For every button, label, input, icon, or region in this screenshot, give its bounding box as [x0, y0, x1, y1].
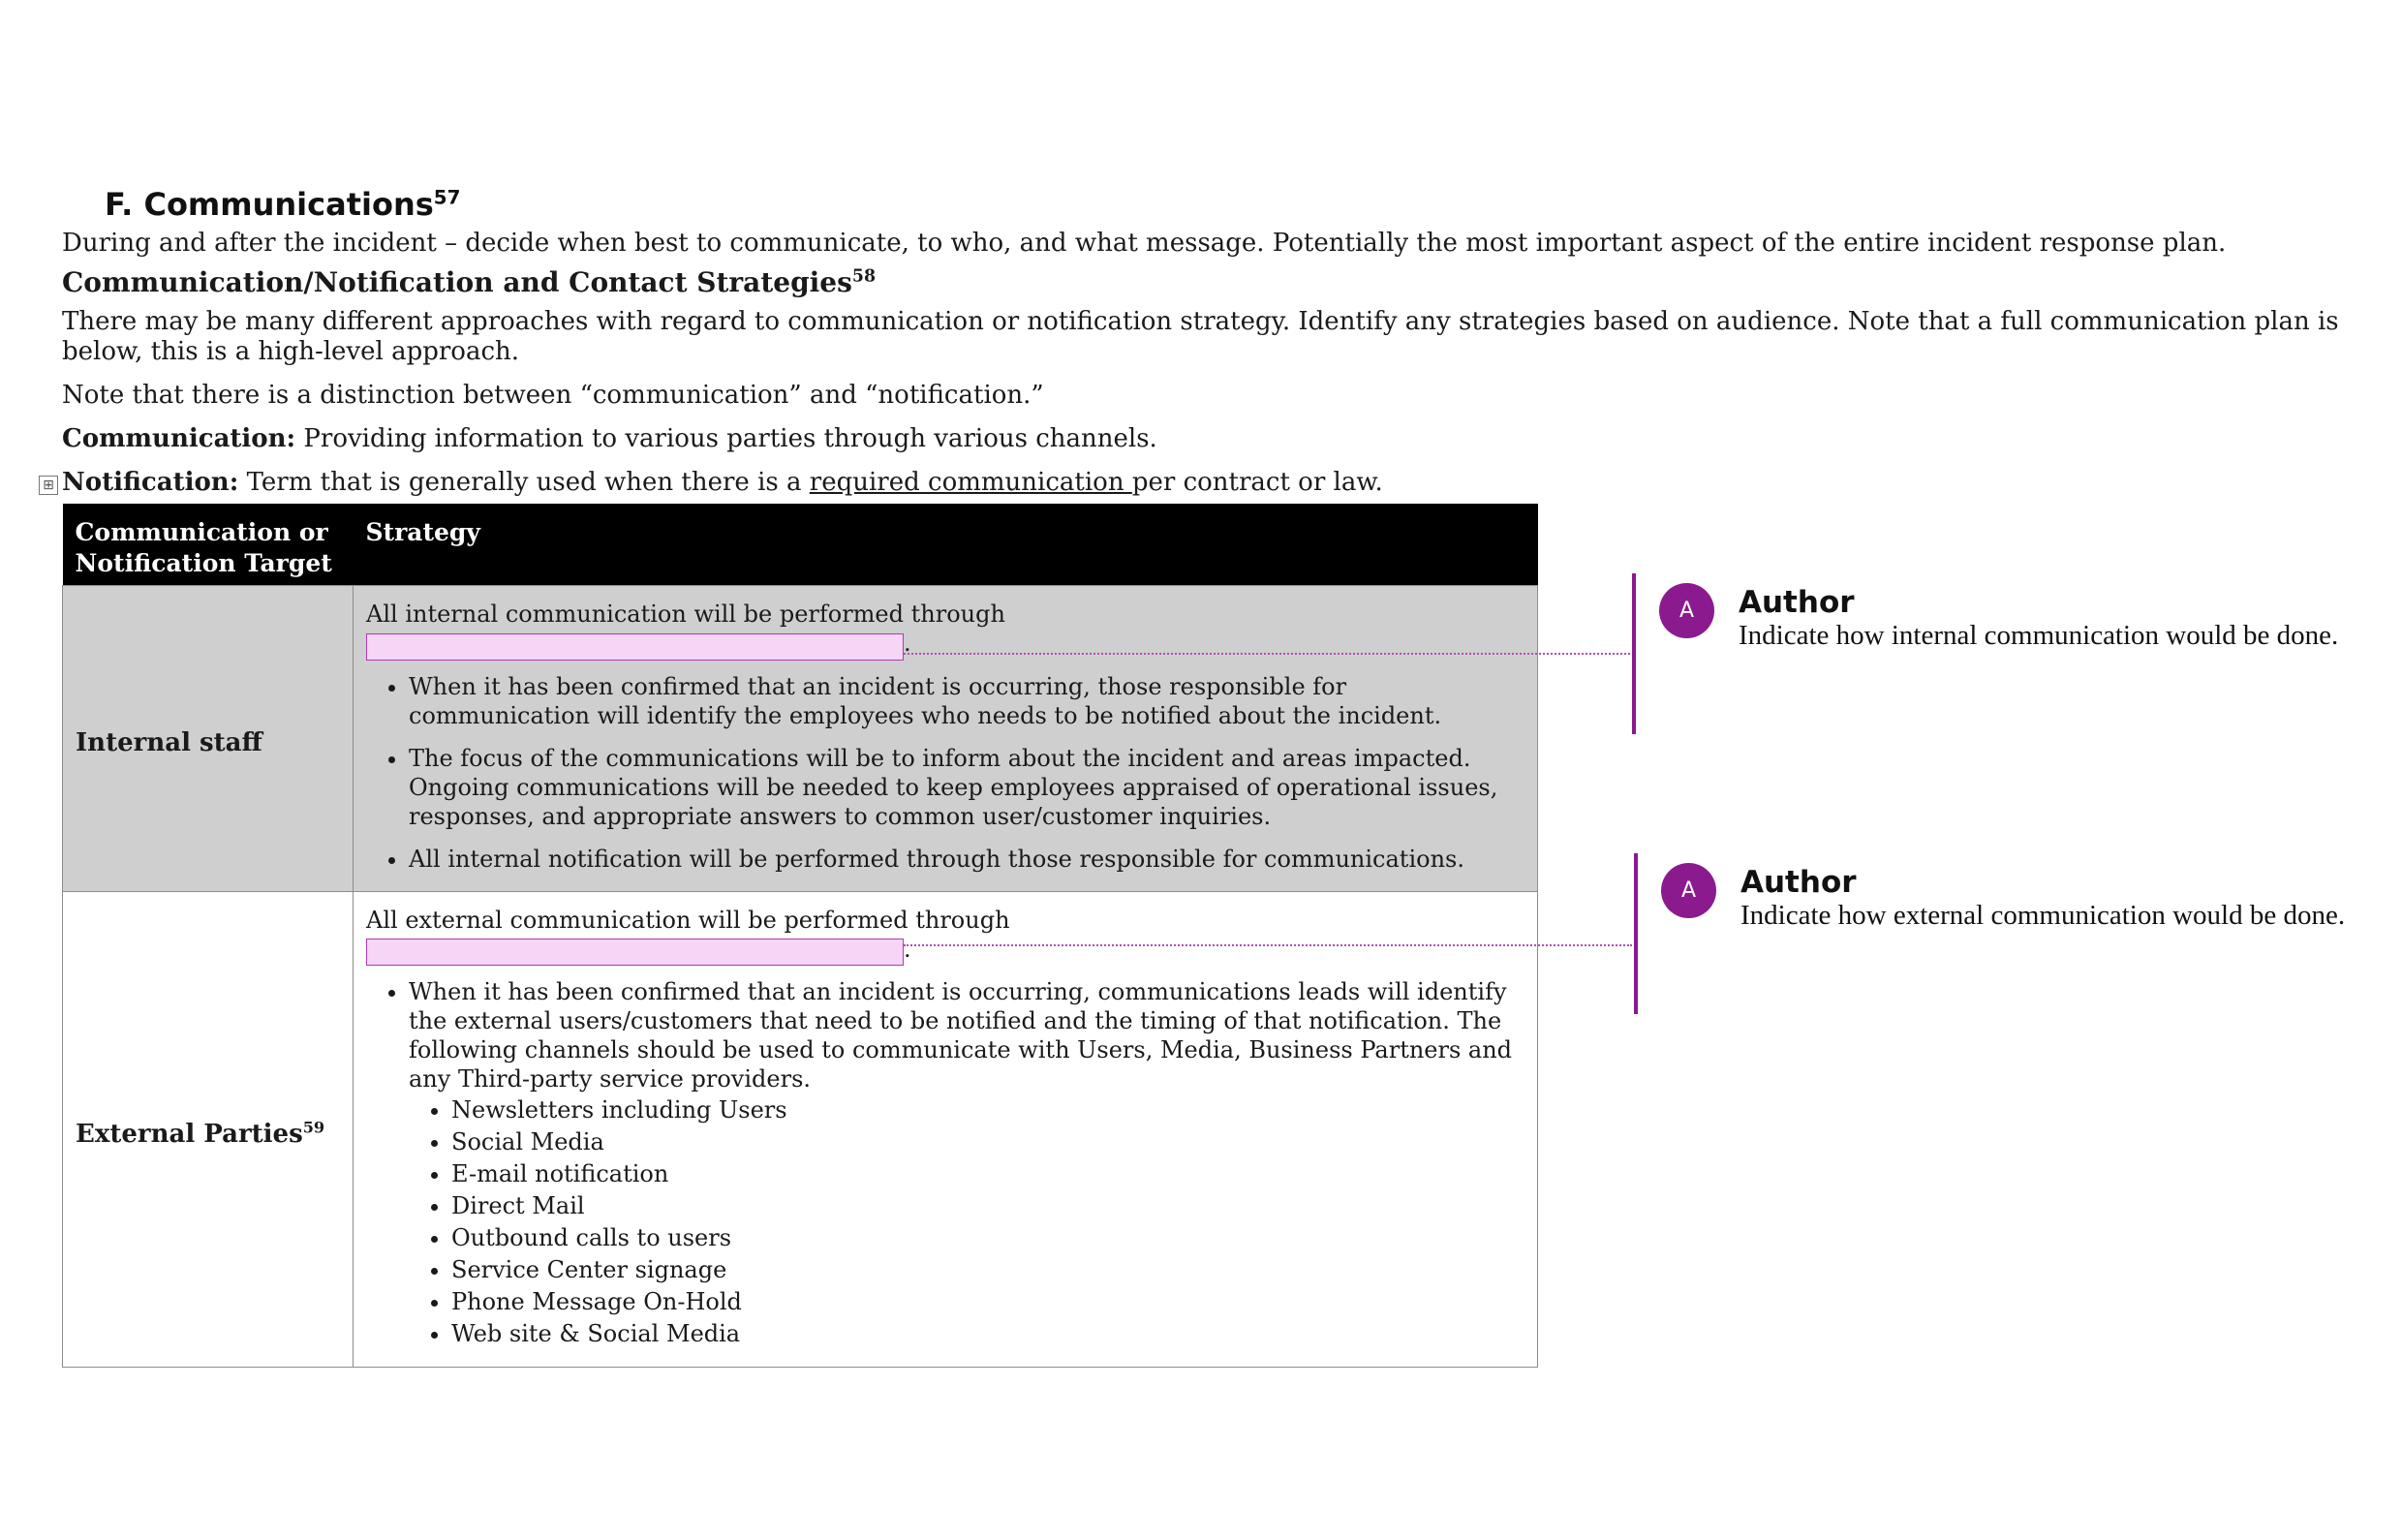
strategy-internal-cell[interactable]: All internal communication will be performed through . • When it has been confirmed that an incident is occurring, those responsible for communication will identify the employees who needs to be notified about the incident. • The focus of the communications will be to inform about the incident and areas impacted. Ongoing communications will be needed to keep employees appraised of operational issues, responses, and appropriate answers to common user/customer inquiries. • All internal notification will be performed through those responsible for communications. — [354, 586, 1538, 892]
strategy-table — [62, 504, 1538, 1368]
document-body — [43, 180, 2348, 1368]
intro-paragraph: During and after the incident – decide when best to communicate, to who, and what message. Potentially the most important aspect of the entire incident response plan. — [62, 229, 2227, 258]
comment-internal[interactable] — [1632, 573, 2368, 734]
target-internal-staff: Internal staff — [63, 586, 354, 892]
list-item: • All internal notification will be performed through those responsible for communications. — [409, 845, 1524, 874]
column-header-strategy: Strategy — [354, 504, 1538, 586]
external-lead-text: All external communication will be performed through — [366, 906, 1010, 934]
table-header-row — [63, 504, 1538, 586]
footnote-ref[interactable]: 59 — [302, 1118, 325, 1137]
strategies-heading: Communication/Notification and Contact Strategies$^{58}$ — [62, 266, 877, 298]
internal-lead-text: All internal communication will be performed through — [366, 601, 1005, 628]
channel-item: • Outbound calls to users — [451, 1223, 1524, 1253]
distinction-paragraph: Note that there is a distinction between “communication” and “notification.” — [62, 381, 1044, 410]
section-heading: F. Communications$^{57}$ — [105, 186, 461, 223]
channel-item: • Service Center signage — [451, 1255, 1524, 1285]
channel-item: • Social Media — [451, 1127, 1524, 1157]
comment-external[interactable] — [1634, 853, 2370, 1014]
list-item: • When it has been confirmed that an incident is occurring, communications leads will identify the external users/customers that need to be notified and the timing of that notification. The following channels should be used to communicate with Users, Media, Business Partners and any Third-party service providers. • Newsletters including Users • Social Media • E-mail notification • Direct Mail • Outbound calls to users • Service Center signage • Phone Message On-Hold • Web site & Social Media — [409, 977, 1524, 1349]
comment-connector — [904, 944, 1632, 946]
avatar: A — [1661, 863, 1716, 918]
communication-definition: Communication: Providing information to various parties through various channels. — [62, 424, 1157, 453]
channel-list — [409, 1095, 1524, 1349]
internal-bullets — [366, 672, 1524, 874]
comment-connector — [904, 653, 1630, 655]
comment-text: Indicate how internal communication would be done. — [1739, 620, 2339, 651]
channel-item: • Newsletters including Users — [451, 1095, 1524, 1125]
table-row-external — [63, 891, 1538, 1368]
comment-text: Indicate how external communication would be done. — [1740, 900, 2346, 931]
column-header-target: Communication or Notification Target — [63, 504, 354, 586]
table-move-handle-icon[interactable]: ⊞ — [39, 476, 58, 495]
notification-label: Notification: — [62, 468, 239, 497]
list-item: • The focus of the communications will be to inform about the incident and areas impacted. Ongoing communications will be needed to keep employees appraised of operational issues, responses, and appropriate answers to common user/customer inquiries. — [409, 744, 1524, 831]
comment-bar — [1632, 573, 1636, 734]
communication-label: Communication: — [62, 424, 296, 453]
notification-definition: Notification: Term that is generally used when there is a required communication per contract or law. — [62, 468, 1383, 497]
target-external-parties: External Parties$^{59}$ — [63, 891, 354, 1368]
external-channel-field[interactable] — [366, 939, 904, 966]
channel-item: • Direct Mail — [451, 1191, 1524, 1221]
footnote-ref[interactable]: 58 — [851, 266, 877, 287]
comment-bar — [1634, 853, 1638, 1014]
table-row-internal — [63, 586, 1538, 892]
channel-item: • E-mail notification — [451, 1159, 1524, 1189]
footnote-ref[interactable]: 57 — [433, 186, 461, 209]
channel-item: • Web site & Social Media — [451, 1319, 1524, 1349]
required-communication-link[interactable]: required communication — [809, 468, 1132, 497]
comment-author: Author — [1739, 585, 1855, 620]
strategies-paragraph: There may be many different approaches with regard to communication or notification strategy. Identify any strategies based on audience. Note that a full communication plan is below, this is a high-level approach. — [62, 307, 2339, 366]
external-bullets — [366, 977, 1524, 1349]
internal-channel-field[interactable] — [366, 633, 904, 661]
notification-row — [43, 468, 2348, 498]
comment-author: Author — [1740, 865, 1857, 900]
channel-item: • Phone Message On-Hold — [451, 1287, 1524, 1317]
list-item: • When it has been confirmed that an incident is occurring, those responsible for communication will identify the employees who needs to be notified about the incident. — [409, 672, 1524, 730]
avatar: A — [1659, 583, 1714, 638]
strategy-external-cell[interactable]: All external communication will be performed through . • When it has been confirmed that an incident is occurring, communications leads will identify the external users/customers that need to be notified and the timing of that notification. The following channels should be used to communicate with Users, Media, Business Partners and any Third-party service providers. • Newsletters including Users • Social Media • E-mail notification • Direct Mail • Outbound calls to users • Service Center signage • Phone Message On-Hold • Web site & Social Media — [354, 891, 1538, 1368]
